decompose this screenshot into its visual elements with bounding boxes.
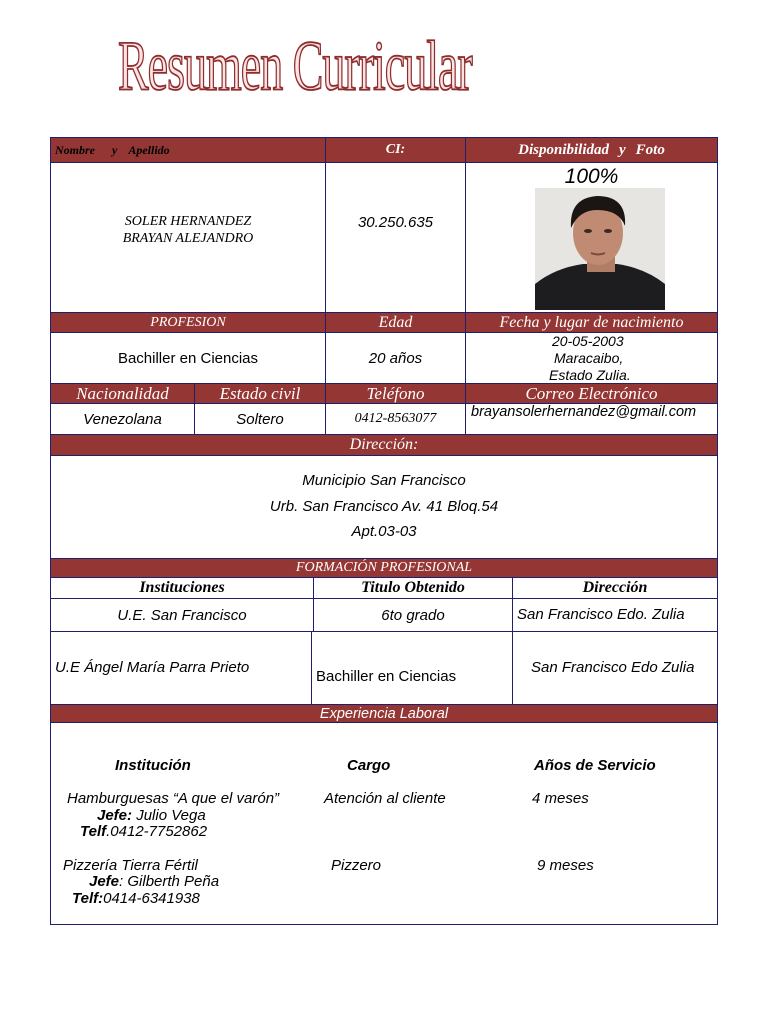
telf-label: Telf: (72, 890, 104, 907)
direccion-line2: Urb. San Francisco Av. 41 Bloq.54 (269, 497, 499, 515)
direccion-value: San Francisco Edo. Zulia (517, 606, 685, 623)
exp2-empresa: Pizzería Tierra Fértil (63, 857, 198, 874)
exp2-telf (72, 890, 200, 907)
formacion-row1-direccion (512, 598, 718, 632)
titulo-value: Bachiller en Ciencias (316, 668, 457, 685)
nombre-label: Nombre (55, 143, 95, 157)
nacionalidad-label: Nacionalidad (76, 383, 169, 403)
estado-civil-label: Estado civil (219, 383, 301, 403)
col-institucion-label: Institución (115, 757, 191, 774)
formacion-row2-institucion (50, 631, 312, 705)
correo-cell (465, 403, 718, 435)
experiencia-label-bar (50, 704, 718, 723)
estado-civil-cell (194, 403, 326, 435)
direccion-line1: Municipio San Francisco (302, 472, 466, 489)
nacionalidad-value: Venezolana (83, 410, 162, 428)
disponibilidad-label: Disponibilidad (518, 141, 609, 158)
formacion-label: FORMACIÓN PROFESIONAL (295, 560, 473, 575)
formacion-row1-institucion (50, 598, 314, 632)
header-ci (325, 137, 466, 163)
col-anos-label: Años de Servicio (534, 757, 656, 774)
page-title (118, 26, 472, 140)
col-direccion-label: Dirección (582, 579, 648, 596)
ci-label: CI: (385, 142, 406, 157)
header-nombre (50, 137, 326, 163)
ci-cell (325, 162, 466, 313)
col-instituciones (50, 577, 314, 599)
exp1-telf (80, 823, 207, 840)
exp2-cargo: Pizzero (331, 857, 382, 874)
fecha-label: Fecha y lugar de nacimiento (499, 313, 684, 331)
apellido-label: Apellido (128, 143, 170, 157)
foto-label: Foto (635, 141, 665, 158)
exp1-empresa: Hamburguesas “A que el varón” (67, 790, 280, 807)
y2-label: y (619, 141, 626, 158)
direccion-value: San Francisco Edo Zulia (531, 659, 695, 676)
page-title-text: Resumen Curricular (118, 26, 472, 106)
disponibilidad-value: 100% (564, 165, 619, 188)
edad-label-bar (325, 312, 466, 333)
profesion-cell (50, 332, 326, 384)
experiencia-label: Experiencia Laboral (319, 705, 449, 722)
institucion-value: U.E. San Francisco (117, 606, 247, 624)
col-direccion (512, 577, 718, 599)
institucion-value: U.E Ángel María Parra Prieto (55, 659, 250, 676)
col-titulo-label: Titulo Obtenido (361, 579, 465, 596)
estado-civil-value: Soltero (236, 410, 284, 428)
experiencia-cell (50, 722, 718, 925)
nacionalidad-cell (50, 403, 195, 435)
profesion-value: Bachiller en Ciencias (117, 349, 259, 367)
col-titulo (313, 577, 513, 599)
col-cargo-label: Cargo (347, 757, 391, 774)
lugar-line1: Maracaibo, (554, 350, 624, 366)
edad-cell (325, 332, 466, 384)
formacion-label-bar (50, 558, 718, 578)
direccion-label: Dirección: (349, 436, 419, 453)
telf-value: 0414-6341938 (103, 890, 200, 907)
header-disponibilidad (465, 137, 718, 163)
jefe-value: Julio Vega (132, 807, 206, 824)
y-label: y (112, 143, 118, 157)
exp2-jefe (89, 873, 219, 890)
telefono-cell (325, 403, 466, 435)
telf-label: Telf (80, 823, 107, 840)
telefono-label-bar (325, 383, 466, 404)
edad-value: 20 años (368, 349, 423, 367)
fecha-cell (465, 332, 718, 384)
jefe-label: Jefe: (97, 807, 133, 824)
estado-civil-label-bar (194, 383, 326, 404)
telefono-label: Teléfono (366, 383, 425, 403)
profile-photo (535, 188, 665, 310)
direccion-label-bar (50, 434, 718, 456)
profesion-label: PROFESION (150, 314, 226, 330)
correo-label-bar (465, 383, 718, 404)
telefono-value: 0412-8563077 (354, 411, 437, 426)
correo-value: brayansolerhernandez@gmail.com (471, 404, 697, 420)
nacionalidad-label-bar (50, 383, 195, 404)
telf-value: .0412-7752862 (106, 823, 208, 840)
correo-label: Correo Electrónico (525, 383, 658, 403)
name-cell (50, 162, 326, 313)
name-line2: BRAYAN ALEJANDRO (122, 231, 254, 246)
direccion-cell (50, 455, 718, 559)
fecha-label-bar (465, 312, 718, 333)
direccion-line3: Apt.03-03 (351, 523, 417, 540)
jefe-label: Jefe (89, 873, 120, 890)
formacion-row1-titulo (313, 598, 513, 632)
fecha-value: 20-05-2003 (552, 333, 624, 349)
formacion-row2-direccion (512, 631, 718, 705)
ci-value: 30.250.635 (357, 214, 434, 231)
exp1-jefe (97, 807, 206, 824)
formacion-row2-titulo (311, 631, 513, 705)
col-instituciones-label: Instituciones (139, 579, 225, 596)
jefe-value: : Gilberth Peña (119, 873, 220, 890)
exp1-cargo: Atención al cliente (324, 790, 446, 807)
exp1-anos: 4 meses (532, 790, 589, 807)
lugar-line2: Estado Zulia. (549, 367, 631, 383)
name-line1: SOLER HERNANDEZ (124, 214, 252, 229)
edad-label: Edad (378, 313, 413, 331)
profesion-label-bar (50, 312, 326, 333)
exp2-anos: 9 meses (537, 857, 594, 874)
titulo-value: 6to grado (381, 606, 445, 624)
